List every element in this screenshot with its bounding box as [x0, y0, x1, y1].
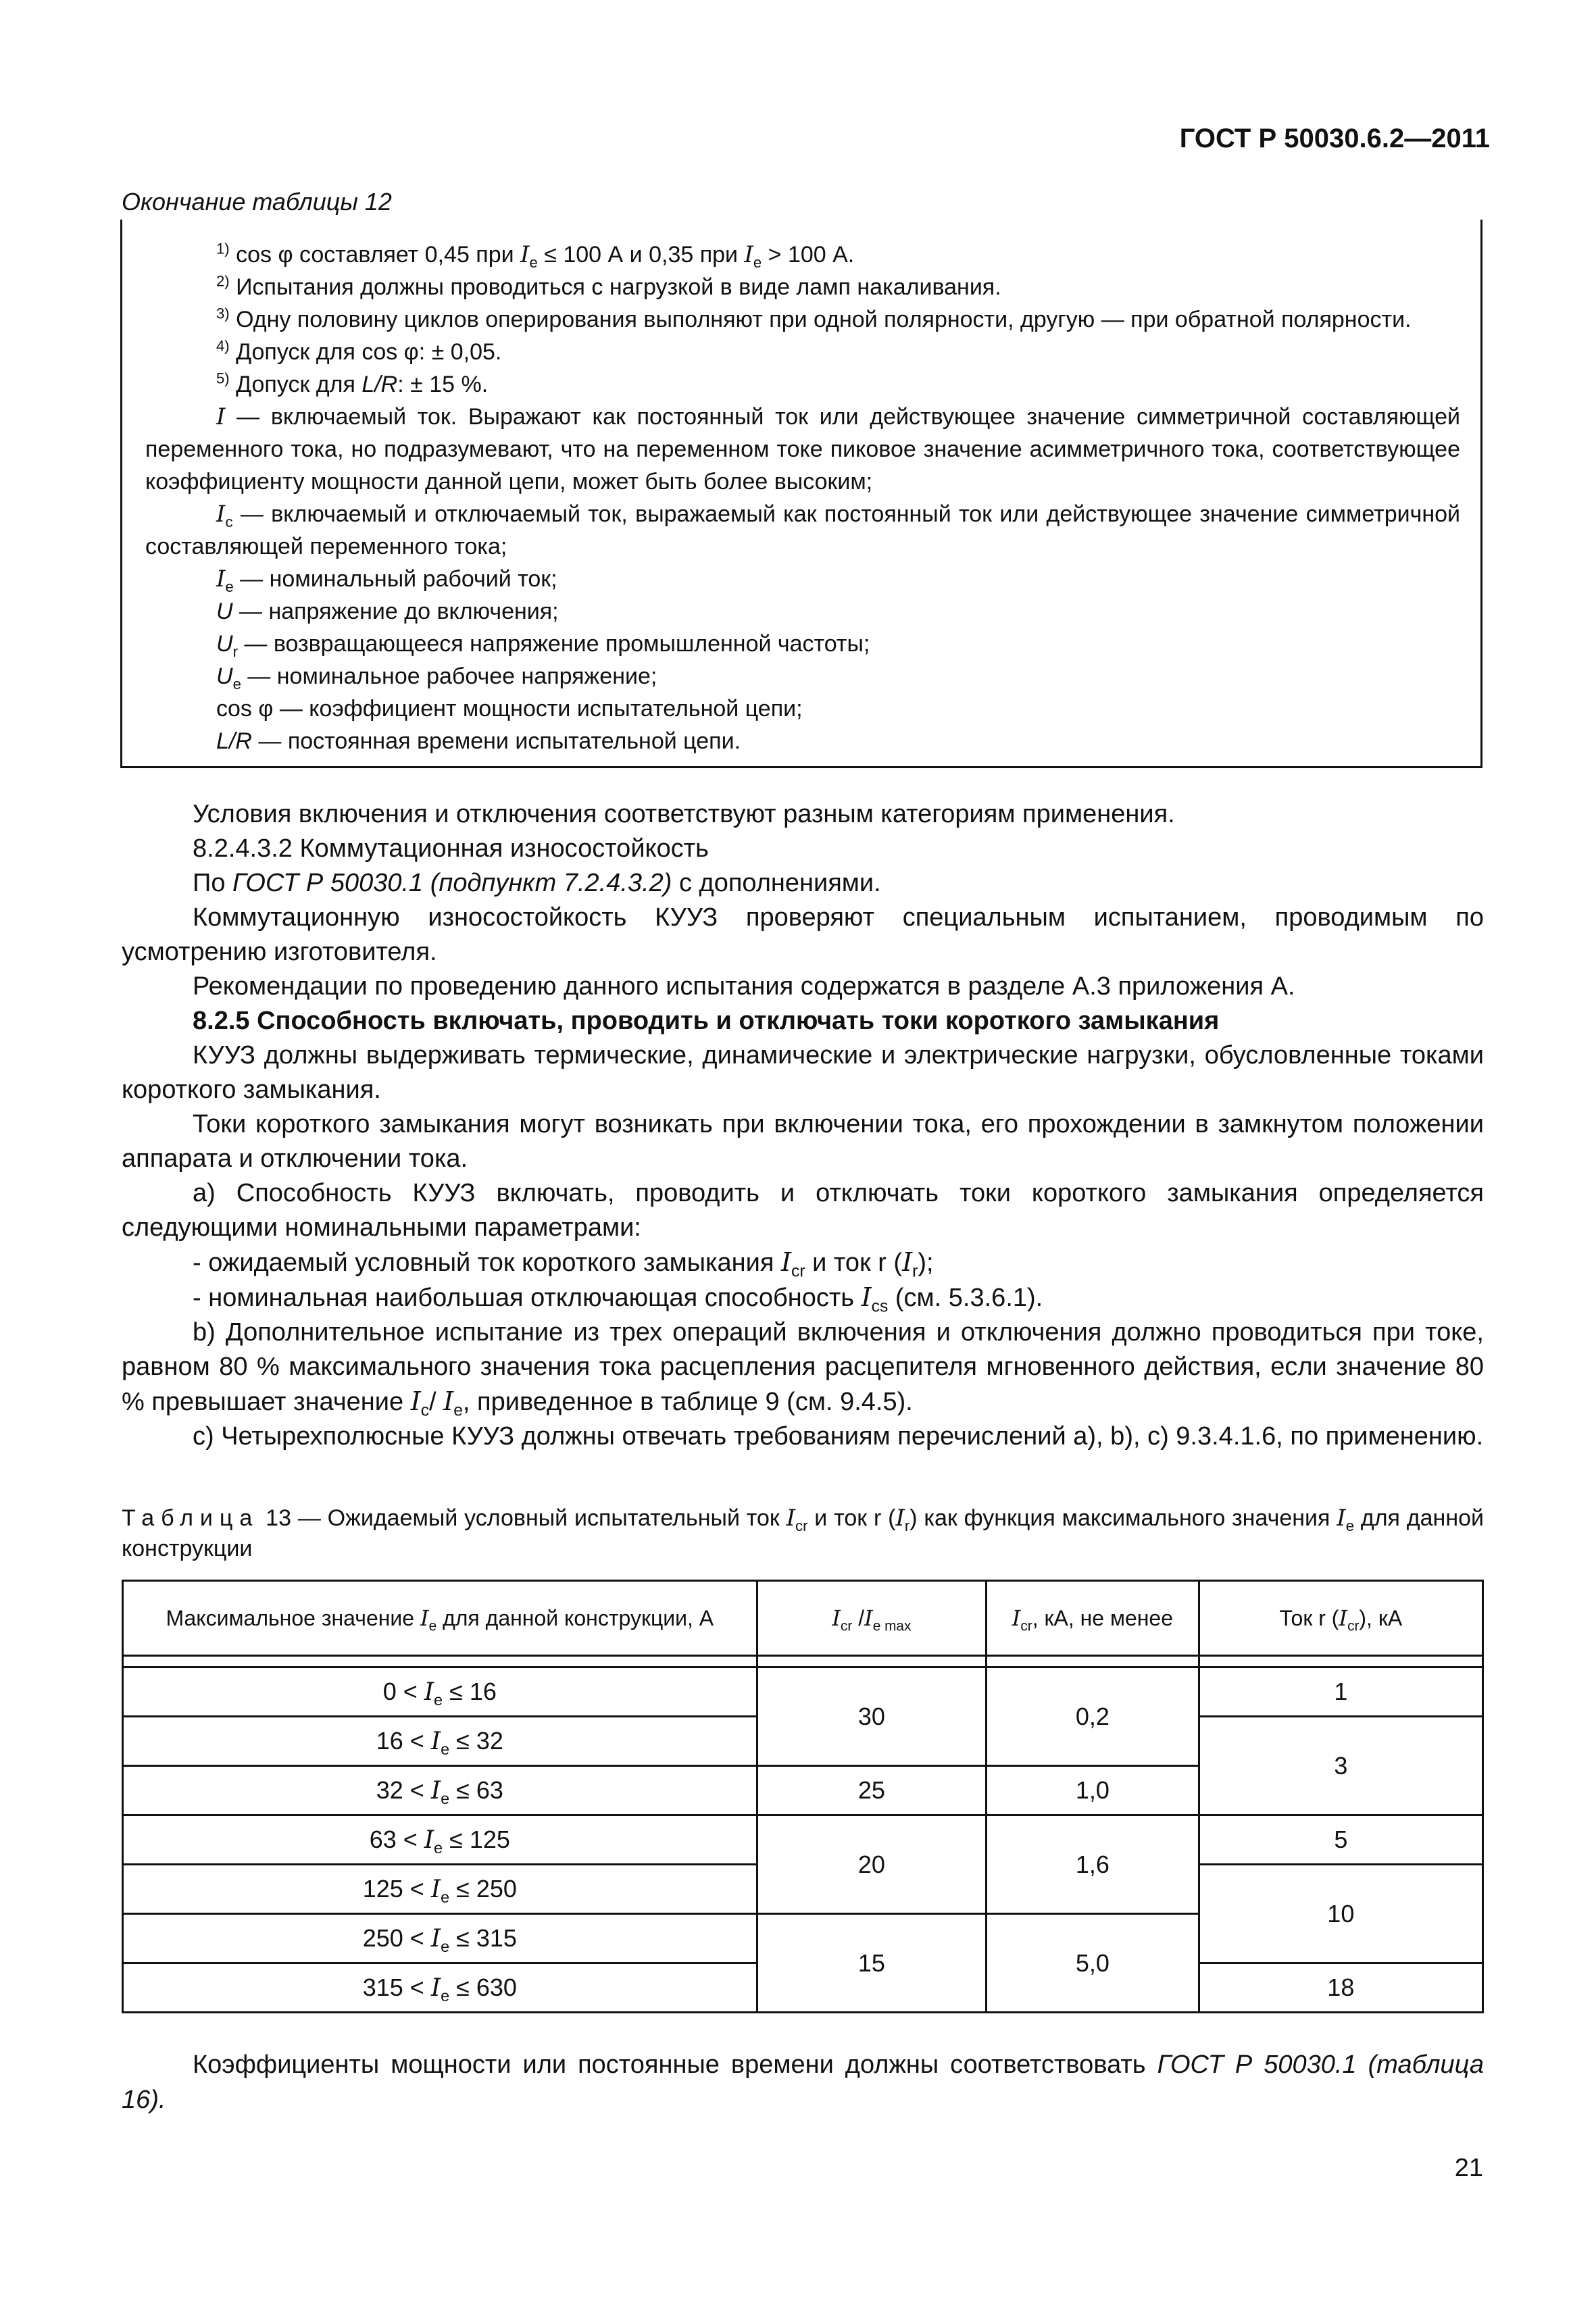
note-2: $^{2)}$ Испытания должны проводиться с нагрузкой в виде ламп накаливания. — [216, 272, 1001, 300]
table-row — [123, 1667, 1483, 1717]
range-cell: $63 < I_e \le 125$ — [123, 1815, 757, 1865]
def-u: U — напряжение до включения; — [216, 599, 559, 624]
ir-cell: 18 — [1199, 1963, 1482, 2013]
paragraph: Рекомендации по проведению данного испытания содержатся в разделе А.3 приложения А. — [193, 972, 1295, 1001]
paragraph: c) Четырехполюсные КУУЗ должны отвечать требованиям перечислений а), b), c) 9.3.4.1.6, по применению. — [193, 1422, 1484, 1451]
def-lr: L/R — постоянная времени испытательной цепи. — [216, 728, 741, 754]
header-ir: Ток r $(I_{cr})$, кА — [1199, 1581, 1482, 1656]
ir-cell: 3 — [1199, 1717, 1482, 1815]
list-item: - ожидаемый условный ток короткого замыкания $I_{cr}$ и ток r $(I_r)$; — [193, 1247, 934, 1281]
note-4: $^{4)}$ Допуск для cos φ: ± 0,05. — [216, 337, 502, 365]
body-text — [122, 797, 1484, 1454]
def-i: I — включаемый ток. Выражают как постоянный ток или действующее значение симметричной составляющей переменного тока, но подразумевают, что на переменном токе пиковое значение асимметричного тока, соответствующее коэффициенту мощности данной цепи, может быть более высоким; — [145, 403, 1460, 495]
header-ratio: $I_{cr}$ $/I_{e max}$ — [757, 1581, 986, 1656]
range-cell: $0 < I_e \le 16$ — [123, 1667, 757, 1717]
paragraph: КУУЗ должны выдерживать термические, динамические и электрические нагрузки, обусловленные токами короткого замыкания. — [122, 1041, 1484, 1104]
paragraph: Токи короткого замыкания могут возникать при включении тока, его прохождении в замкнутом положении аппарата и отключении тока. — [122, 1110, 1484, 1173]
paragraph: Коммутационную износостойкость КУУЗ проверяют специальным испытанием, проводимым по усмотрению изготовителя. — [122, 903, 1484, 966]
range-cell: $250 < I_e \le 315$ — [123, 1914, 757, 1963]
list-item: - номинальная наибольшая отключающая способность $I_{cs}$ (см. 5.3.6.1). — [193, 1282, 1043, 1316]
table13 — [122, 1580, 1484, 2013]
icr-cell: 1,0 — [987, 1766, 1199, 1815]
header-max-ie: Максимальное значение $I_e$ для данной конструкции, А — [123, 1581, 757, 1656]
icr-cell: 1,6 — [987, 1815, 1199, 1914]
table-continuation-caption: Окончание таблицы 12 — [122, 188, 392, 216]
table-header-row — [123, 1581, 1483, 1656]
range-cell: $315 < I_e \le 630$ — [123, 1963, 757, 2013]
ratio-cell: 15 — [757, 1914, 986, 2013]
paragraph: а) Способность КУУЗ включать, проводить и отключать токи короткого замыкания определяется следующими номинальными параметрами: — [122, 1179, 1484, 1242]
table13-caption: Таблица 13 — Ожидаемый условный испытательный ток $I_{cr}$ и ток r $(I_r)$ как функция максимального значения $I_e$ для данной конструкции — [122, 1505, 1484, 1561]
page-number: 21 — [1454, 2154, 1483, 2182]
document-header: ГОСТ Р 50030.6.2—2011 — [1179, 124, 1490, 153]
range-cell: $16 < I_e \le 32$ — [123, 1717, 757, 1766]
paragraph: По ГОСТ Р 50030.1 (подпункт 7.2.4.3.2) с дополнениями. — [193, 869, 881, 897]
def-ie: $I_e$ — номинальный рабочий ток; — [216, 565, 557, 595]
range-cell: $32 < I_e \le 63$ — [123, 1766, 757, 1815]
ratio-cell: 20 — [757, 1815, 986, 1914]
ir-cell: 5 — [1199, 1815, 1482, 1865]
note-1: $^{1)}$ cos φ составляет 0,45 при $I_e \le 100$ А и 0,35 при $I_e > 100$ А. — [216, 240, 855, 271]
ir-cell: 10 — [1199, 1865, 1482, 1963]
def-ur: $U_r$ — возвращающееся напряжение промышленной частоты; — [216, 631, 870, 660]
note-3: $^{3)}$ Одну половину циклов оперирования выполняют при одной полярности, другую — при обратной полярности. — [216, 305, 1412, 332]
section-heading: 8.2.5 Способность включать, проводить и отключать токи короткого замыкания — [193, 1007, 1220, 1035]
ratio-cell: 25 — [757, 1766, 986, 1815]
table12-notes — [120, 220, 1482, 768]
paragraph: b) Дополнительное испытание из трех операций включения и отключения должно проводиться при токе, равном 80 % максимального значения тока расцепления расцепителя мгновенного действия, если значение 80 % превышает значение $I_c/$ $I_e$, приведенное в таблице 9 (см. 9.4.5). — [122, 1318, 1484, 1420]
range-cell: $125 < I_e \le 250$ — [123, 1865, 757, 1914]
closing-paragraph: Коэффициенты мощности или постоянные времени должны соответствовать ГОСТ Р 50030.1 (таблица 16). — [122, 2051, 1484, 2114]
icr-cell: 0,2 — [987, 1667, 1199, 1766]
paragraph: Условия включения и отключения соответствуют разным категориям применения. — [193, 800, 1175, 828]
header-icr: $I_{cr}$, кА, не менее — [987, 1581, 1199, 1656]
ir-cell: 1 — [1199, 1667, 1482, 1717]
def-ue: $U_e$ — номинальное рабочее напряжение; — [216, 663, 657, 693]
icr-cell: 5,0 — [987, 1914, 1199, 2013]
def-cosphi: cos φ — коэффициент мощности испытательной цепи; — [216, 696, 803, 722]
paragraph: 8.2.4.3.2 Коммутационная износостойкость — [193, 834, 709, 863]
ratio-cell: 30 — [757, 1667, 986, 1766]
note-5: $^{5)}$ Допуск для L/R: ± 15 %. — [216, 370, 489, 397]
table-row — [123, 1815, 1483, 1865]
def-ic: $I_c$ — включаемый и отключаемый ток, выражаемый как постоянный ток или действующее значение симметричной составляющей переменного тока; — [145, 501, 1460, 559]
